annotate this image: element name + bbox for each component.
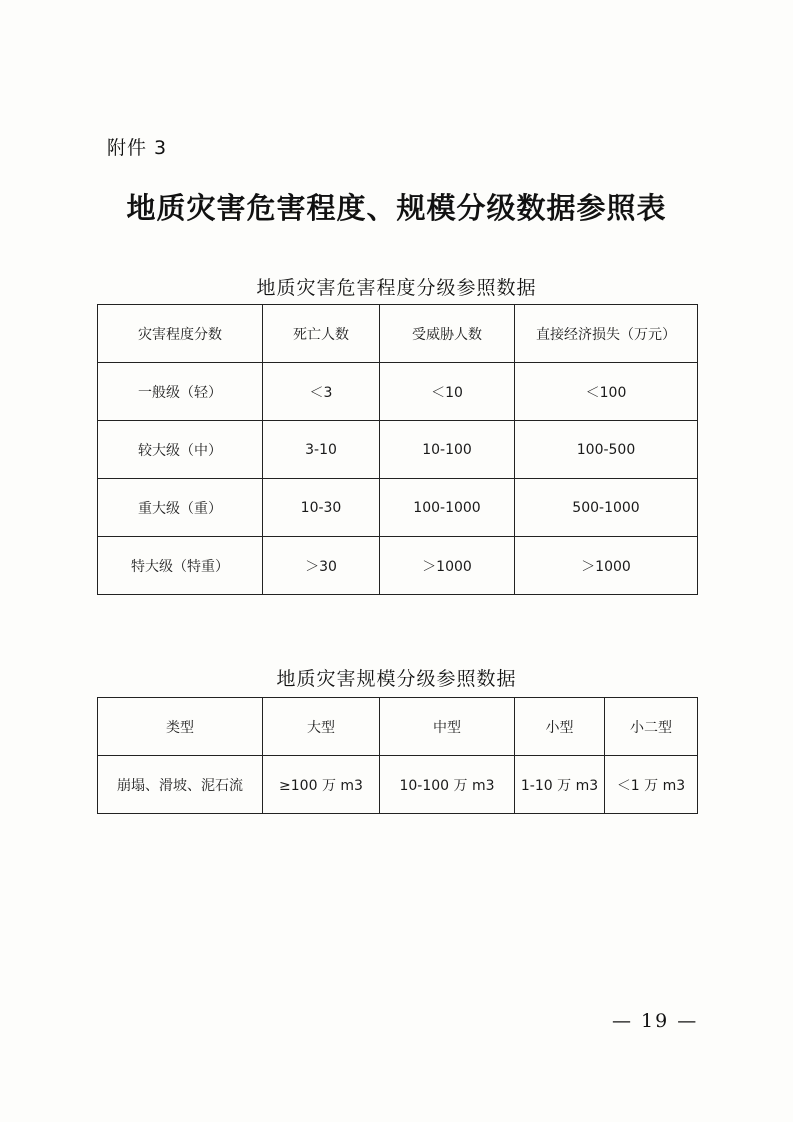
table-cell: 3-10: [263, 421, 380, 479]
page-number: — 19 —: [612, 1010, 699, 1032]
table-row: [98, 363, 698, 421]
header-cell: 灾害程度分数: [98, 305, 263, 363]
table-cell: 崩塌、滑坡、泥石流: [98, 756, 263, 814]
table-cell: 较大级（中）: [98, 421, 263, 479]
table-row: [98, 537, 698, 595]
table-row: [98, 756, 698, 814]
header-cell: 死亡人数: [263, 305, 380, 363]
header-cell: 中型: [380, 698, 515, 756]
header-cell: 受威胁人数: [380, 305, 515, 363]
table-header-row: [98, 305, 698, 363]
table-cell: 10-100: [380, 421, 515, 479]
table-cell: ＞30: [263, 537, 380, 595]
table-header-row: [98, 698, 698, 756]
table-cell: ＜1 万 m3: [605, 756, 698, 814]
scale-section-title: 地质灾害规模分级参照数据: [276, 668, 517, 690]
table-cell: 10-30: [263, 479, 380, 537]
table-cell: 一般级（轻）: [98, 363, 263, 421]
severity-table: [97, 304, 698, 595]
table-cell: 500-1000: [515, 479, 698, 537]
attachment-label: 附件 3: [107, 137, 168, 159]
table-cell: 100-1000: [380, 479, 515, 537]
table-cell: ≥100 万 m3: [263, 756, 380, 814]
table-cell: 特大级（特重）: [98, 537, 263, 595]
table-cell: ＞1000: [380, 537, 515, 595]
table-cell: ＜10: [380, 363, 515, 421]
table-row: [98, 421, 698, 479]
header-cell: 直接经济损失（万元）: [515, 305, 698, 363]
severity-section-title: 地质灾害危害程度分级参照数据: [256, 277, 537, 299]
header-cell: 类型: [98, 698, 263, 756]
table-cell: 重大级（重）: [98, 479, 263, 537]
table-cell: ＞1000: [515, 537, 698, 595]
table-cell: ＜100: [515, 363, 698, 421]
table-cell: 100-500: [515, 421, 698, 479]
scale-table: [97, 697, 698, 814]
header-cell: 大型: [263, 698, 380, 756]
header-cell: 小二型: [605, 698, 698, 756]
table-cell: 10-100 万 m3: [380, 756, 515, 814]
table-cell: 1-10 万 m3: [515, 756, 605, 814]
header-cell: 小型: [515, 698, 605, 756]
table-cell: ＜3: [263, 363, 380, 421]
table-row: [98, 479, 698, 537]
document-title: 地质灾害危害程度、规模分级数据参照表: [126, 191, 667, 225]
